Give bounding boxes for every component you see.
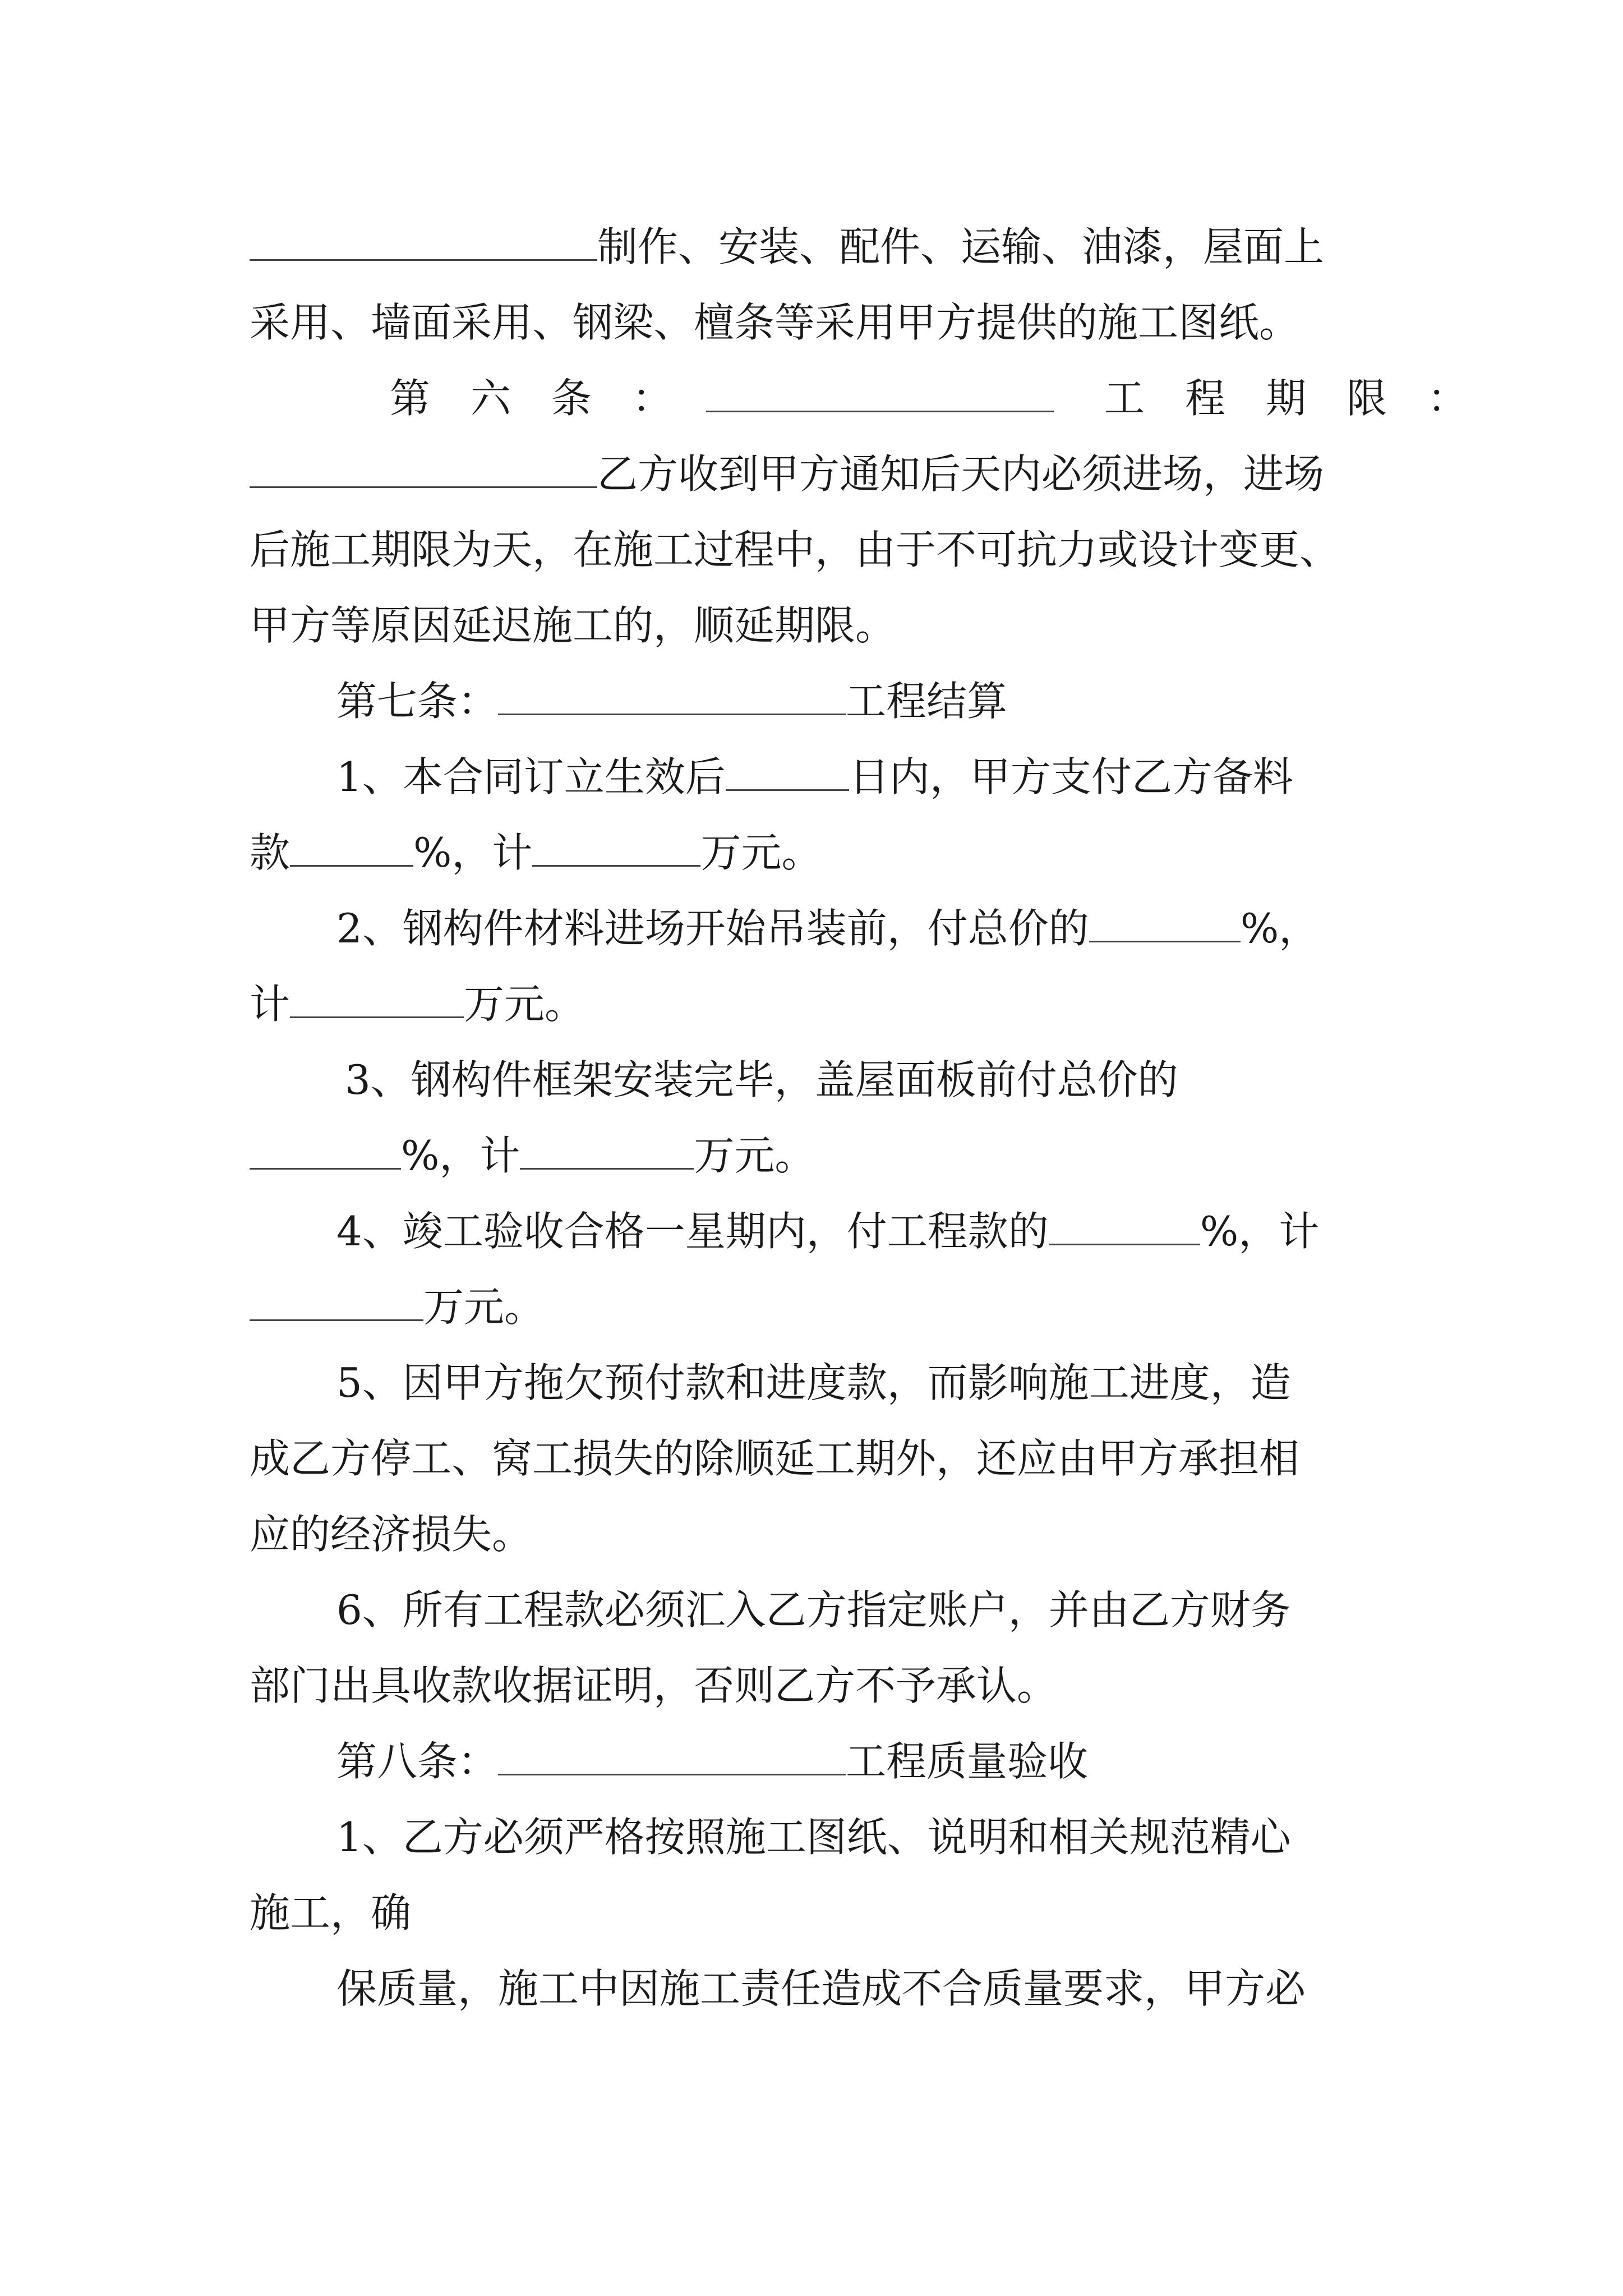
paragraph-line (250, 979, 1394, 1029)
text-span: 后施工期限为天，在施工过程中，由于不可抗力或设计变更、 (250, 526, 1340, 573)
text-span: 甲方等原因延迟施工的，顺延期限。 (250, 602, 896, 649)
text-span: 成乙方停工、窝工损失的除顺延工期外，还应由甲方承担相 (250, 1435, 1300, 1482)
article-number: 第 六 条 ： (390, 375, 673, 422)
paragraph-line (250, 1660, 1394, 1711)
paragraph-line (250, 297, 1394, 348)
paragraph-line (336, 1206, 1481, 1257)
blank-field (250, 1285, 423, 1321)
text-span: %，计 (401, 1132, 520, 1179)
paragraph-line (336, 1812, 1481, 1862)
text-span: 万元。 (700, 829, 822, 876)
article-number: 第七条： (336, 678, 499, 725)
text-span: %，计 (413, 829, 533, 876)
blank-field (1089, 906, 1241, 942)
blank-field (250, 1133, 401, 1170)
paragraph-line (250, 222, 1394, 272)
text-span: 计 (250, 981, 291, 1028)
paragraph-line (336, 1585, 1481, 1635)
blank-field (520, 1133, 694, 1170)
paragraph-line (336, 1358, 1481, 1408)
text-span: %，计 (1200, 1208, 1320, 1255)
paragraph-line (250, 827, 1394, 878)
text-span: 乙方收到甲方通知后天内必须进场，进场 (597, 450, 1325, 498)
text-span: 4、竣工验收合格一星期内，付工程款的 (336, 1208, 1049, 1255)
article-title: 工程结算 (846, 678, 1008, 725)
text-span: 日内，甲方支付乙方备料 (849, 753, 1293, 800)
text-span: 万元。 (694, 1132, 815, 1179)
text-span: %， (1240, 905, 1320, 952)
paragraph-line (250, 600, 1394, 651)
paragraph-line (250, 1433, 1394, 1484)
article-number: 第八条： (336, 1738, 499, 1785)
blank-field (726, 754, 849, 791)
text-span: 应的经济损失。 (250, 1511, 533, 1558)
paragraph-line (250, 1509, 1394, 1559)
blank-field (498, 1739, 846, 1775)
article-heading (336, 676, 1481, 726)
blank-field (250, 224, 597, 261)
article-title: 工 程 期 限 ： (1104, 375, 1468, 422)
paragraph-line (336, 1963, 1481, 2014)
text-span: 万元。 (464, 981, 585, 1028)
paragraph-line (250, 1282, 1394, 1332)
blank-field (532, 830, 700, 867)
blank-field (250, 452, 597, 488)
text-span: 1、本合同订立生效后 (336, 753, 726, 800)
text-span: 部门出具收款收据证明，否则乙方不予承认。 (250, 1662, 1058, 1709)
blank-field (1049, 1209, 1200, 1245)
article-title: 工程质量验收 (846, 1738, 1089, 1785)
text-span: 施工，确 (250, 1889, 412, 1936)
text-span: 1、乙方必须严格按照施工图纸、说明和相关规范精心 (336, 1814, 1291, 1861)
text-span: 2、钢构件材料进场开始吊装前，付总价的 (336, 905, 1089, 952)
text-span: 保质量，施工中因施工责任造成不合质量要求，甲方必 (336, 1965, 1306, 2012)
text-span: 采用、墙面采用、钢梁、檀条等采用甲方提供的施工图纸。 (250, 299, 1300, 346)
paragraph-line (250, 1888, 1394, 1938)
blank-field (290, 982, 464, 1018)
text-span: 6、所有工程款必须汇入乙方指定账户，并由乙方财务 (336, 1586, 1291, 1634)
text-span: 万元。 (423, 1283, 545, 1331)
text-span: 5、因甲方拖欠预付款和进度款，而影响施工进度，造 (336, 1359, 1291, 1406)
blank-field (498, 679, 846, 715)
text-span: 3、钢构件框架安装完毕，盖屋面板前付总价的 (345, 1056, 1178, 1103)
paragraph-line (336, 903, 1481, 954)
text-span: 款 (250, 829, 291, 876)
article-heading (336, 1736, 1481, 1787)
paragraph-line (336, 752, 1481, 802)
blank-field (706, 376, 1054, 412)
paragraph-line (250, 449, 1394, 499)
blank-field (290, 830, 413, 867)
paragraph-line (250, 1130, 1394, 1181)
text-span: 制作、安装、配件、运输、油漆，屋面上 (597, 223, 1325, 270)
paragraph-line (250, 524, 1394, 575)
article-heading (250, 373, 1468, 424)
paragraph-line (345, 1055, 1489, 1105)
